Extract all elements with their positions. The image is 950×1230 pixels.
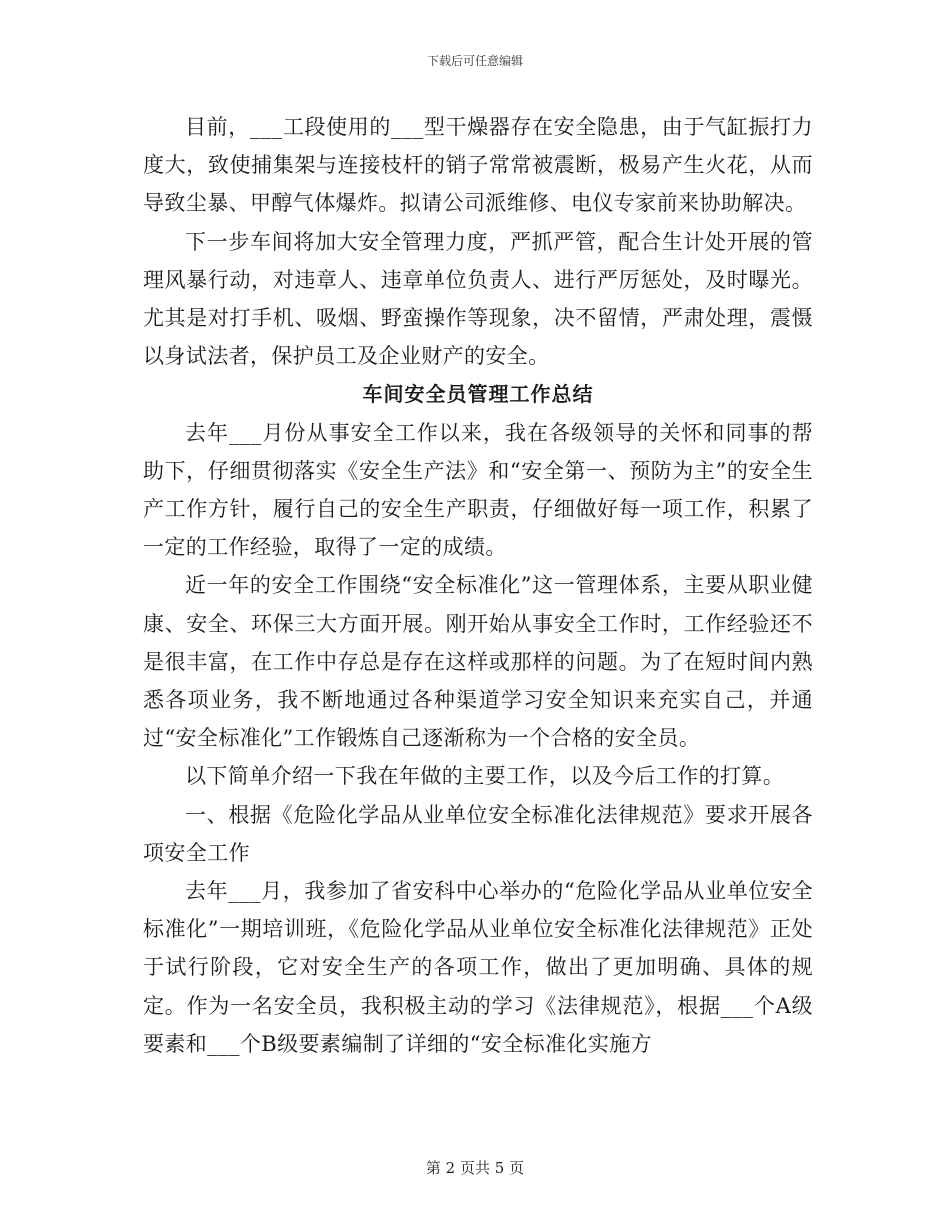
paragraph: 近一年的安全工作围绕“安全标准化”这一管理体系，主要从职业健康、安全、环保三大方面开展。刚开始从事安全工作时，工作经验还不是很丰富，在工作中存总是存在这样或那样的问题。为了在短时间内熟悉各项业务，我不断地通过各种渠道学习安全知识来充实自己，并通过“安全标准化”工作锻炼自己逐渐称为一个合格的安全员。 xyxy=(143,573,813,751)
paragraph: 以下简单介绍一下我在年做的主要工作，以及今后工作的打算。 xyxy=(185,764,785,789)
document-body xyxy=(143,108,813,1063)
page-footer: 第 2 页共 5 页 xyxy=(425,1159,525,1177)
page-header: 下载后可任意编辑 xyxy=(426,54,523,68)
paragraph: 下一步车间将加大安全管理力度，严抓严管，配合生计处开展的管理风暴行动，对违章人、违章单位负责人、进行严厉惩处，及时曝光。尤其是对打手机、吸烟、野蛮操作等现象，决不留情，严肃处理，震慑以身试法者，保护员工及企业财产的安全。 xyxy=(143,229,813,369)
paragraph: 一、根据《危险化学品从业单位安全标准化法律规范》要求开展各项安全工作 xyxy=(143,802,813,865)
paragraph: 目前，___工段使用的___型干燥器存在安全隐患，由于气缸振打力度大，致使捕集架与连接枝杆的销子常常被震断，极易产生火花，从而导致尘暴、甲醇气体爆炸。拟请公司派维修、电仪专家前来协助解决。 xyxy=(143,115,813,216)
section-title: 车间安全员管理工作总结 xyxy=(362,382,594,407)
paragraph: 去年___月份从事安全工作以来，我在各级领导的关怀和同事的帮助下，仔细贯彻落实《安全生产法》和“安全第一、预防为主”的安全生产工作方针，履行自己的安全生产职责，仔细做好每一项工作，积累了一定的工作经验，取得了一定的成绩。 xyxy=(143,420,813,560)
paragraph: 去年___月，我参加了省安科中心举办的“危险化学品从业单位安全标准化”一期培训班，《危险化学品从业单位安全标准化法律规范》正处于试行阶段，它对安全生产的各项工作，做出了更加明确、具体的规定。作为一名安全员，我积极主动的学习《法律规范》，根据___个A级要素和___个B级要素编制了详细的“安全标准化实施方 xyxy=(143,879,813,1056)
